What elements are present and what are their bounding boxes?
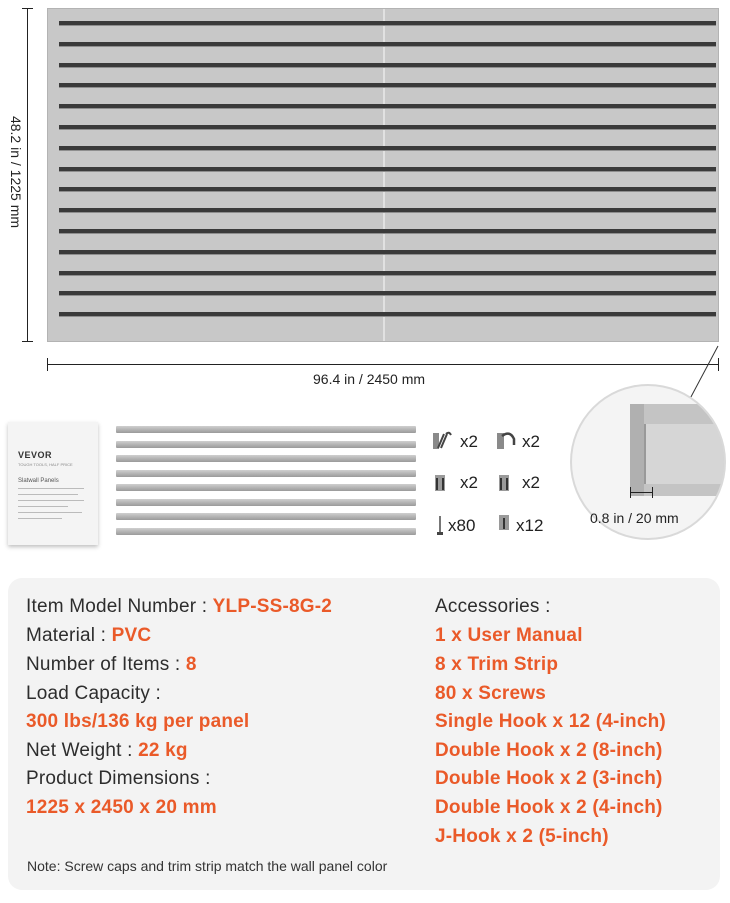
load-label: Load Capacity : — [26, 683, 162, 704]
single-hook-quantity: x12 — [516, 516, 544, 535]
slat-groove — [59, 208, 716, 213]
height-label: 48.2 in / 1225 mm — [8, 115, 24, 229]
dims-label: Product Dimensions : — [26, 768, 211, 789]
thickness-tick-left — [630, 487, 631, 498]
weight-row — [26, 740, 188, 762]
width-dimension-line — [47, 364, 719, 365]
slat-groove — [59, 312, 716, 317]
slat-groove — [59, 187, 716, 192]
double-hook-medium-icon — [496, 472, 516, 494]
panel-edge-face — [630, 404, 644, 496]
double-hook-icon — [432, 430, 452, 452]
screw-quantity: x80 — [448, 516, 476, 535]
manual-brand: VEVOR — [18, 450, 53, 460]
slat-groove — [59, 42, 716, 47]
slat-groove — [59, 167, 716, 172]
trim-strip — [116, 470, 416, 477]
slat-groove — [59, 125, 716, 130]
trim-strip — [116, 455, 416, 462]
width-tick-left — [47, 358, 48, 371]
items-row — [26, 654, 197, 676]
trim-strip — [116, 426, 416, 433]
model-value: YLP-SS-8G-2 — [212, 596, 333, 617]
trim-strip — [116, 528, 416, 535]
slat-groove — [59, 291, 716, 296]
manual-subtitle: TOUGH TOOLS, HALF PRICE — [18, 462, 73, 467]
slat-groove — [59, 63, 716, 68]
slat-groove — [59, 229, 716, 234]
color-note: Note: Screw caps and trim strip match the wall panel color — [27, 858, 388, 874]
items-label: Number of Items : — [26, 654, 186, 675]
accessory-item: 1 x User Manual — [435, 625, 583, 646]
slatwall-panel — [47, 8, 719, 342]
user-manual-image — [8, 422, 98, 545]
j-hook-icon — [496, 430, 516, 452]
slat-groove — [59, 250, 716, 255]
trim-strip — [116, 441, 416, 448]
thickness-marker — [630, 492, 652, 493]
thickness-tick-right — [652, 487, 653, 498]
items-value: 8 — [185, 654, 197, 675]
height-tick-top — [22, 8, 33, 9]
accessory-item: Double Hook x 2 (4-inch) — [435, 797, 663, 818]
material-value: PVC — [111, 625, 152, 646]
accessory-item: Double Hook x 2 (8-inch) — [435, 740, 663, 761]
width-label: 96.4 in / 2450 mm — [313, 371, 426, 387]
double-hook-small-quantity: x2 — [460, 473, 478, 492]
height-tick-bottom — [22, 341, 33, 342]
double-hook-medium-quantity: x2 — [522, 473, 540, 492]
dims-value: 1225 x 2450 x 20 mm — [26, 797, 217, 818]
accessory-item: 80 x Screws — [435, 683, 547, 704]
weight-label: Net Weight : — [26, 740, 139, 761]
accessory-item: J-Hook x 2 (5-inch) — [435, 826, 609, 847]
weight-value: 22 kg — [138, 740, 188, 761]
double-hook-small-icon — [432, 472, 452, 494]
accessory-item: Double Hook x 2 (3-inch) — [435, 768, 663, 789]
accessories-heading: Accessories : — [435, 596, 551, 617]
trim-strip — [116, 484, 416, 491]
accessory-item: 8 x Trim Strip — [435, 654, 559, 675]
single-hook-icon — [496, 512, 516, 534]
model-row — [26, 596, 332, 618]
slat-groove — [59, 83, 716, 88]
slat-groove — [59, 271, 716, 276]
double-hook-quantity: x2 — [460, 432, 478, 451]
height-dimension-line — [27, 8, 28, 342]
slat-groove — [59, 21, 716, 26]
trim-edge-detail — [644, 424, 724, 484]
trim-strip — [116, 513, 416, 520]
slat-groove — [59, 104, 716, 109]
accessory-item: Single Hook x 12 (4-inch) — [435, 711, 666, 732]
model-label: Item Model Number : — [26, 596, 213, 617]
thickness-label: 0.8 in / 20 mm — [590, 510, 679, 526]
slat-groove — [59, 146, 716, 151]
material-label: Material : — [26, 625, 112, 646]
j-hook-quantity: x2 — [522, 432, 540, 451]
load-value: 300 lbs/136 kg per panel — [26, 711, 250, 732]
manual-title: Slatwall Panels — [18, 478, 59, 484]
trim-strip — [116, 499, 416, 506]
material-row — [26, 625, 151, 647]
